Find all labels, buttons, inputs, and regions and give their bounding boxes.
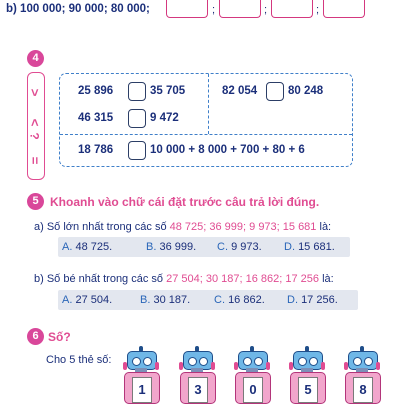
- answer-value: 30 187.: [153, 294, 191, 306]
- answer-box-3[interactable]: [271, 0, 313, 18]
- answer-value: 36 999.: [159, 241, 197, 253]
- robot-eye: [298, 357, 307, 366]
- answer-letter: B.: [140, 294, 151, 306]
- robot-ear: [123, 362, 127, 370]
- answer-option[interactable]: [217, 241, 262, 253]
- robot-card: [233, 346, 271, 402]
- separator: ;: [316, 4, 320, 16]
- question-text: a) Số lớn nhất trong các số: [34, 221, 170, 233]
- question-suffix: là:: [319, 273, 334, 285]
- robot-eye: [188, 357, 197, 366]
- compare-value: 25 896: [78, 85, 114, 97]
- answer-box-2[interactable]: [219, 0, 261, 18]
- question-b: [34, 273, 334, 285]
- answer-option[interactable]: [140, 294, 190, 306]
- question-a: [34, 221, 331, 233]
- answer-value: 48 725.: [75, 241, 113, 253]
- exercise-number-badge: 5: [27, 193, 44, 210]
- number-list: 48 725; 36 999; 9 973; 15 681: [169, 221, 317, 233]
- robot-ear: [266, 362, 270, 370]
- number-list: 27 504; 30 187; 16 862; 17 256: [166, 273, 320, 285]
- exercise-number-badge: 4: [27, 50, 44, 67]
- compare-value: 80 248: [288, 85, 324, 97]
- sign-gt: >: [27, 88, 43, 97]
- robot-eye: [243, 357, 252, 366]
- robot-ear: [179, 362, 183, 370]
- compare-value: 9 472: [150, 112, 179, 124]
- robot-ear: [289, 362, 293, 370]
- robot-card: [288, 346, 326, 402]
- robot-ear: [376, 362, 380, 370]
- answer-letter: A.: [62, 241, 73, 253]
- answer-letter: D.: [284, 241, 295, 253]
- sign-eq: =: [27, 156, 43, 165]
- robot-ear: [155, 362, 159, 370]
- answer-box-1[interactable]: [166, 0, 208, 18]
- part-b-label: b) 100 000; 90 000; 80 000;: [6, 3, 150, 15]
- answer-box-4[interactable]: [323, 0, 365, 18]
- answer-option[interactable]: [214, 294, 265, 306]
- compare-box[interactable]: [128, 82, 146, 101]
- robot-body: [124, 372, 160, 404]
- answer-letter: A.: [62, 294, 73, 306]
- robot-eye: [353, 357, 362, 366]
- robot-eye: [199, 357, 208, 366]
- robot-eye: [143, 357, 152, 366]
- robot-card: [122, 346, 160, 402]
- number-card[interactable]: 1: [132, 377, 152, 403]
- compare-box[interactable]: [128, 109, 146, 128]
- compare-box[interactable]: [266, 82, 284, 101]
- compare-expression: 10 000 + 8 000 + 700 + 80 + 6: [150, 144, 305, 156]
- robot-eye: [364, 357, 373, 366]
- answer-option[interactable]: [146, 241, 196, 253]
- exercise-number-badge: 6: [27, 328, 44, 345]
- robot-body: [290, 372, 326, 404]
- compare-value: 18 786: [78, 144, 114, 156]
- question-text: b) Số bé nhất trong các số: [34, 273, 167, 285]
- answer-option[interactable]: [287, 294, 338, 306]
- question-mark: ?: [27, 132, 42, 140]
- number-card[interactable]: 3: [188, 377, 208, 403]
- robot-body: [345, 372, 381, 404]
- number-card[interactable]: 8: [353, 377, 373, 403]
- compare-panel: [59, 73, 353, 167]
- compare-box[interactable]: [128, 141, 146, 160]
- answer-letter: C.: [214, 294, 225, 306]
- separator: ;: [264, 4, 268, 16]
- robot-body: [180, 372, 216, 404]
- number-card[interactable]: 5: [298, 377, 318, 403]
- compare-value: 35 705: [150, 85, 186, 97]
- answer-value: 9 973.: [231, 241, 262, 253]
- answer-letter: B.: [146, 241, 157, 253]
- robot-ear: [234, 362, 238, 370]
- number-card[interactable]: 0: [243, 377, 263, 403]
- answer-option[interactable]: [284, 241, 335, 253]
- robot-card: [178, 346, 216, 402]
- exercise-title: Số?: [48, 330, 71, 344]
- answer-value: 17 256.: [301, 294, 338, 306]
- answer-value: 27 504.: [75, 294, 113, 306]
- robot-card: [343, 346, 381, 402]
- question-suffix: là:: [316, 221, 332, 233]
- robot-ear: [321, 362, 325, 370]
- divider-vertical: [208, 74, 209, 134]
- robot-eye: [132, 357, 141, 366]
- answer-value: 15 681.: [298, 241, 335, 253]
- sign-lt: <: [27, 118, 43, 127]
- intro-text: Cho 5 thẻ số:: [46, 354, 112, 366]
- robot-eye: [254, 357, 263, 366]
- robot-ear: [344, 362, 348, 370]
- signs-bar: [27, 72, 45, 180]
- exercise-title: Khoanh vào chữ cái đặt trước câu trả lời đúng.: [50, 195, 320, 209]
- compare-value: 82 054: [222, 85, 258, 97]
- robot-body: [235, 372, 271, 404]
- answer-option[interactable]: [62, 294, 112, 306]
- answer-value: 16 862.: [228, 294, 265, 306]
- robot-eye: [309, 357, 318, 366]
- robot-ear: [211, 362, 215, 370]
- divider-horizontal: [60, 134, 352, 135]
- compare-value: 46 315: [78, 112, 114, 124]
- separator: ;: [212, 4, 216, 16]
- answer-letter: D.: [287, 294, 298, 306]
- answer-letter: C.: [217, 241, 228, 253]
- answer-option[interactable]: [62, 241, 112, 253]
